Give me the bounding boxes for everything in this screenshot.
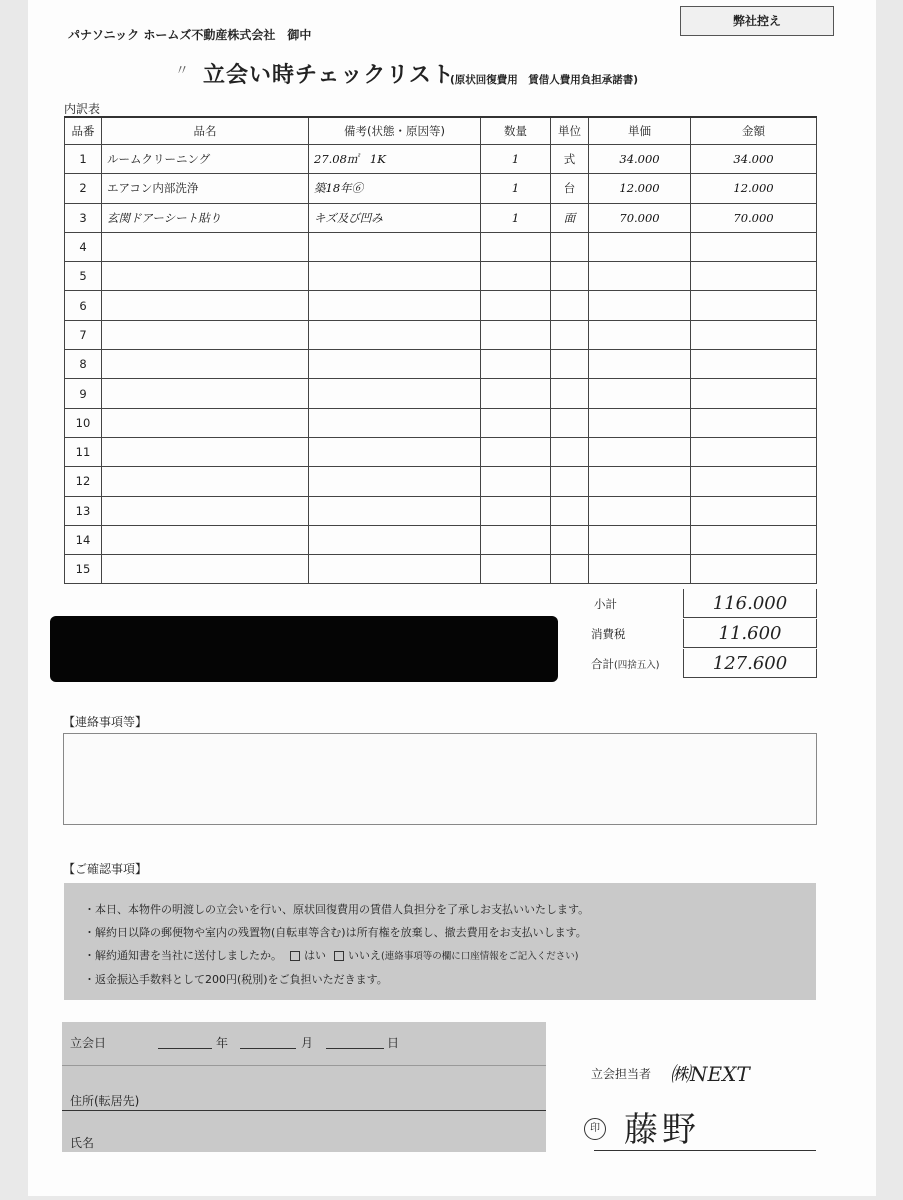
quantity-cell [481,291,551,320]
unit-cell [551,291,589,320]
quantity-cell [481,408,551,437]
item-note-cell: 築18年⑥ [309,174,481,203]
table-row [65,291,817,320]
unit-price-cell [589,379,691,408]
total-label [591,656,659,672]
row-number-cell: 3 [65,203,102,232]
no-label: いいえ [348,949,381,962]
row-number-cell: 12 [65,467,102,496]
attendant-signature: 藤野 [624,1110,700,1150]
amount-cell [691,496,817,525]
attendant-company: ㈱NEXT [670,1062,750,1086]
quantity-cell [481,379,551,408]
subtotal-value: 116.000 [683,589,817,618]
column-header: 品名 [102,117,309,145]
item-note-cell [309,467,481,496]
table-row [65,408,817,437]
table-row [65,145,817,174]
item-note-cell [309,350,481,379]
row-number-cell: 14 [65,525,102,554]
yes-label: はい [304,949,326,962]
table-row [65,232,817,261]
unit-price-cell: 12.000 [589,174,691,203]
row-number-cell: 2 [65,174,102,203]
confirm-section-label: 【ご確認事項】 [63,862,148,876]
amount-cell [691,437,817,466]
table-row [65,496,817,525]
unit-price-cell [589,232,691,261]
page-title: 立会い時チェックリスト [203,63,455,88]
month-label: 月 [301,1036,314,1050]
confirm-line-2: ・解約日以降の郵便物や室内の残置物(自転車等含む)は所有権を放棄し、撤去費用をお支払いします。 [84,926,587,939]
column-header: 単位 [551,117,589,145]
amount-cell: 34.000 [691,145,817,174]
seal-mark: 印 [584,1118,606,1140]
unit-cell [551,262,589,291]
page-subtitle: (原状回復費用 賃借人費用負担承諾書) [450,74,639,86]
unit-cell [551,350,589,379]
item-name-cell [102,496,309,525]
column-header: 金額 [691,117,817,145]
item-name-cell [102,555,309,584]
amount-cell [691,232,817,261]
address-label: 住所(転居先) [70,1094,140,1108]
day-field[interactable] [326,1048,384,1049]
contact-section-label: 【連絡事項等】 [63,715,148,729]
unit-cell [551,408,589,437]
item-note-cell [309,437,481,466]
copy-label-box: 弊社控え [680,6,834,36]
item-note-cell [309,555,481,584]
item-name-cell [102,320,309,349]
quantity-cell [481,350,551,379]
table-row [65,203,817,232]
quantity-cell [481,262,551,291]
table-row [65,320,817,349]
unit-cell [551,496,589,525]
quantity-cell [481,525,551,554]
row-number-cell: 6 [65,291,102,320]
unit-price-cell [589,555,691,584]
column-header: 単価 [589,117,691,145]
day-label: 日 [387,1036,400,1050]
table-row [65,467,817,496]
item-note-cell [309,320,481,349]
total-label-text: 合計 [591,657,614,671]
item-name-cell [102,437,309,466]
table-row [65,437,817,466]
unit-price-cell [589,350,691,379]
item-name-cell [102,379,309,408]
unit-price-cell [589,467,691,496]
item-name-cell [102,525,309,554]
item-note-cell [309,496,481,525]
unit-cell [551,437,589,466]
form-divider [62,1065,546,1066]
column-header: 備考(状態・原因等) [309,117,481,145]
table-row [65,379,817,408]
confirm-box [64,883,816,1000]
row-number-cell: 4 [65,232,102,261]
amount-cell [691,262,817,291]
item-note-cell [309,291,481,320]
year-label: 年 [216,1036,229,1050]
item-name-cell [102,408,309,437]
unit-cell [551,232,589,261]
confirm-line-1: ・本日、本物件の明渡しの立会いを行い、原状回復費用の賃借人負担分を了承しお支払いいたします。 [84,903,590,916]
item-note-cell [309,525,481,554]
items-table [64,116,817,584]
tax-label: 消費税 [591,627,626,641]
quantity-cell: 1 [481,203,551,232]
section-label: 内訳表 [64,102,101,116]
row-number-cell: 10 [65,408,102,437]
unit-cell [551,467,589,496]
amount-cell [691,408,817,437]
quantity-cell [481,437,551,466]
table-row [65,350,817,379]
tax-value: 11.600 [683,619,817,648]
unit-price-cell [589,437,691,466]
unit-price-cell: 70.000 [589,203,691,232]
row-number-cell: 11 [65,437,102,466]
unit-cell [551,379,589,408]
date-label: 立会日 [70,1036,107,1050]
item-note-cell [309,232,481,261]
item-note-cell [309,262,481,291]
no-checkbox[interactable] [334,951,344,961]
quantity-cell: 1 [481,145,551,174]
row-number-cell: 1 [65,145,102,174]
confirm-line-3 [84,947,578,963]
contact-notes-box [63,733,817,825]
item-note-cell [309,379,481,408]
unit-price-cell [589,320,691,349]
attendant-label: 立会担当者 [591,1067,652,1081]
quantity-cell: 1 [481,174,551,203]
amount-cell [691,555,817,584]
quantity-cell [481,232,551,261]
amount-cell [691,379,817,408]
unit-cell [551,525,589,554]
column-header: 数量 [481,117,551,145]
unit-price-cell [589,408,691,437]
item-note-cell [309,408,481,437]
redaction-block [50,616,558,682]
amount-cell: 70.000 [691,203,817,232]
unit-price-cell [589,291,691,320]
unit-cell [551,320,589,349]
year-field[interactable] [158,1048,212,1049]
unit-cell: 台 [551,174,589,203]
unit-cell: 式 [551,145,589,174]
amount-cell: 12.000 [691,174,817,203]
row-number-cell: 13 [65,496,102,525]
amount-cell [691,350,817,379]
total-rounding-note: (四捨五入) [614,660,660,671]
confirm-line-4: ・返金振込手数料として200円(税別)をご負担いただきます。 [84,973,388,986]
unit-cell: 面 [551,203,589,232]
item-name-cell [102,467,309,496]
item-note-cell: キズ及び凹み [309,203,481,232]
quantity-cell [481,320,551,349]
address-field[interactable] [62,1110,546,1111]
amount-cell [691,525,817,554]
quantity-cell [481,555,551,584]
row-number-cell: 9 [65,379,102,408]
item-name-cell [102,291,309,320]
table-row [65,555,817,584]
item-name-cell: ルームクリーニング [102,145,309,174]
item-name-cell [102,232,309,261]
row-number-cell: 15 [65,555,102,584]
item-note-cell: 27.08㎡ 1K [309,145,481,174]
table-row [65,262,817,291]
item-name-cell: 玄関ドアーシート貼り [102,203,309,232]
name-label: 氏名 [70,1136,95,1150]
item-name-cell: エアコン内部洗浄 [102,174,309,203]
confirm-line-3-text: ・解約通知書を当社に送付しましたか。 [84,949,282,962]
total-value: 127.600 [683,649,817,678]
table-row [65,525,817,554]
quantity-cell [481,467,551,496]
signature-form [62,1022,600,1152]
item-name-cell [102,350,309,379]
table-header-row [65,117,817,145]
unit-cell [551,555,589,584]
table-row [65,174,817,203]
quantity-cell [481,496,551,525]
amount-cell [691,320,817,349]
title-mark: 〃 [175,63,189,79]
addressee: パナソニック ホームズ不動産株式会社 御中 [68,28,312,42]
row-number-cell: 8 [65,350,102,379]
amount-cell [691,291,817,320]
unit-price-cell [589,525,691,554]
unit-price-cell [589,496,691,525]
subtotal-label: 小計 [594,597,617,611]
row-number-cell: 5 [65,262,102,291]
yes-checkbox[interactable] [290,951,300,961]
column-header: 品番 [65,117,102,145]
month-field[interactable] [240,1048,296,1049]
unit-price-cell [589,262,691,291]
signature-line [594,1150,816,1151]
row-number-cell: 7 [65,320,102,349]
unit-price-cell: 34.000 [589,145,691,174]
item-name-cell [102,262,309,291]
no-note: (連絡事項等の欄に口座情報をご記入ください) [381,951,579,962]
amount-cell [691,467,817,496]
